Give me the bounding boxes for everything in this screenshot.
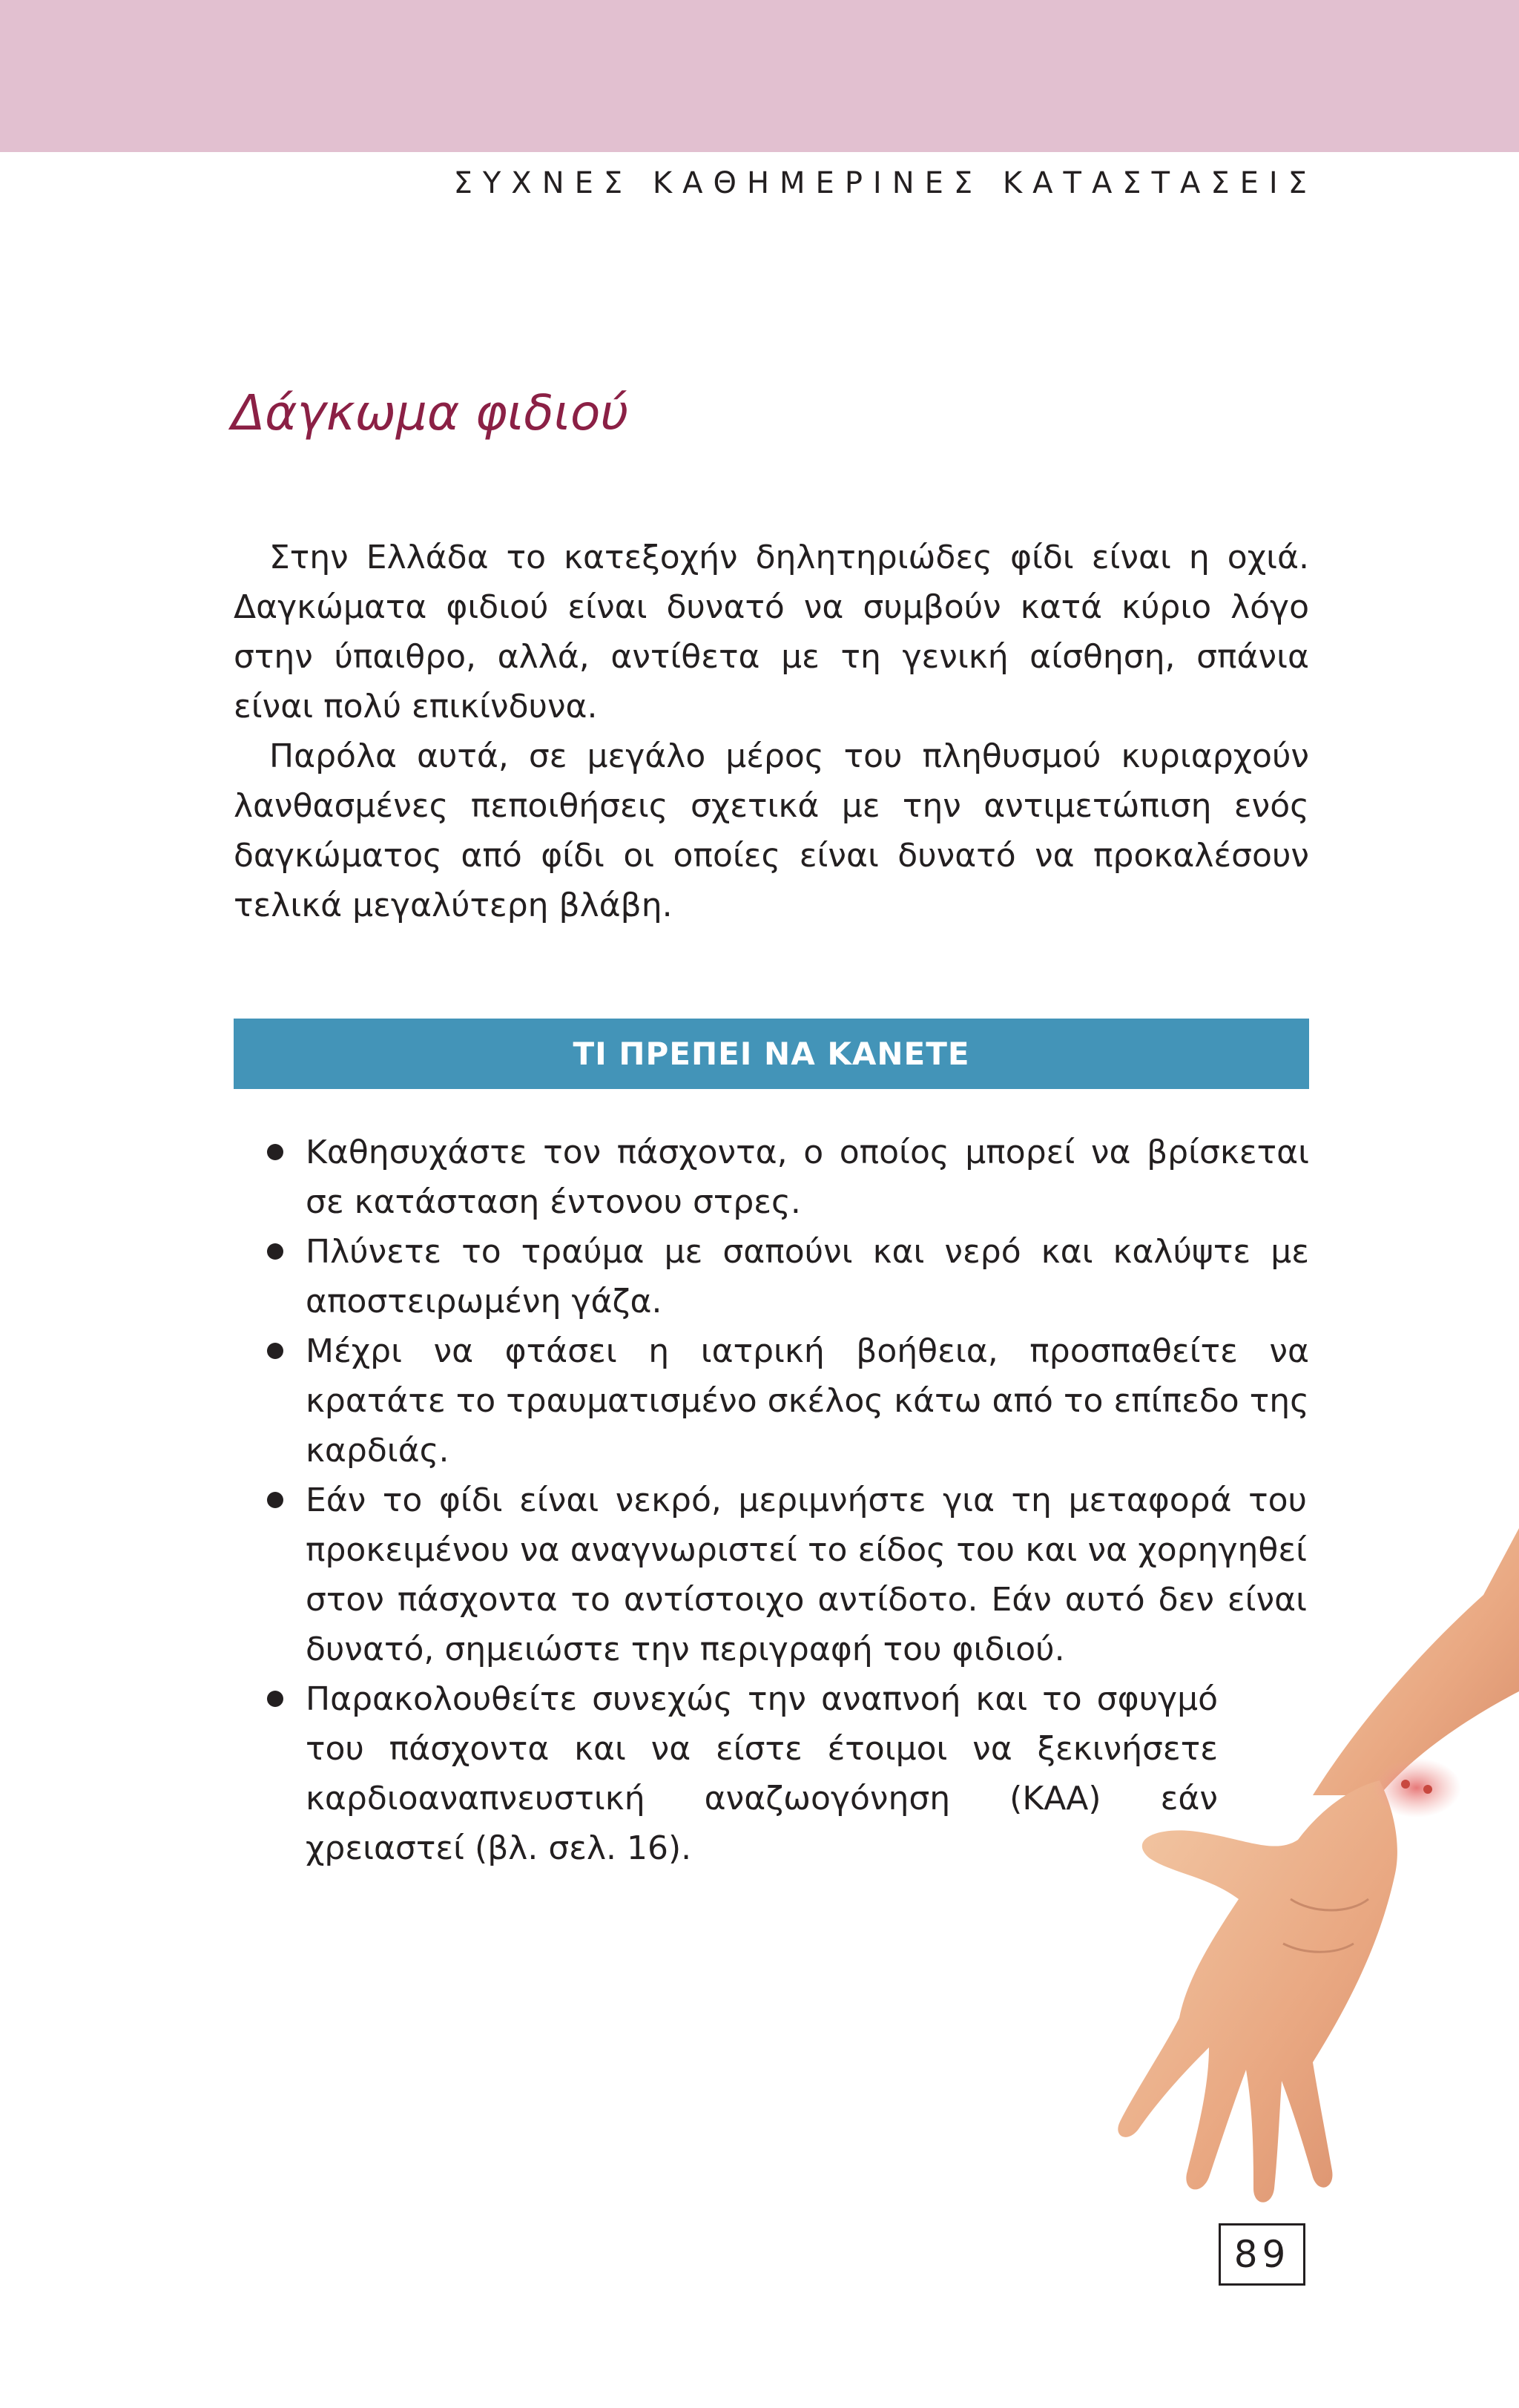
list-item bbox=[267, 1227, 1309, 1326]
list-item bbox=[267, 1128, 1309, 1227]
bullet-dot-icon bbox=[267, 1492, 283, 1508]
list-item-text: Πλύνετε το τραύμα με σαπούνι και νερό και καλύψτε με αποστειρωμένη γάζα. bbox=[306, 1233, 1309, 1320]
list-item-text: Εάν το φίδι είναι νεκρό, μεριμνήστε για τη μεταφορά του προκειμένου να αναγνωριστεί το είδος του και να χορηγηθεί στον πάσχοντα το αντίστοιχο αντίδοτο. Εάν αυτό δεν είναι δυνατό, σημειώστε την περιγραφή του φιδιού. bbox=[306, 1481, 1307, 1668]
running-head: ΣΥΧΝΕΣ ΚΑΘΗΜΕΡΙΝΕΣ ΚΑΤΑΣΤΑΣΕΙΣ bbox=[453, 166, 1317, 200]
bullet-dot-icon bbox=[267, 1144, 283, 1160]
section-heading-bar bbox=[234, 1019, 1309, 1089]
page-title: Δάγκωμα φιδιού bbox=[231, 384, 629, 441]
intro-paragraph-2: Παρόλα αυτά, σε μεγάλο μέρος του πληθυσμού κυριαρχούν λανθασμένες πεποιθήσεις σχετικά με την αντιμετώπιση ενός δαγκώματος από φίδι οι οποίες είναι δυνατό να προκαλέσουν τελικά μεγαλύτερη βλάβη. bbox=[234, 737, 1309, 924]
hand-wrist-bite-illustration bbox=[964, 1528, 1519, 2226]
bullet-dot-icon bbox=[267, 1691, 283, 1707]
bullet-dot-icon bbox=[267, 1243, 283, 1260]
bullet-dot-icon bbox=[267, 1343, 283, 1359]
section-heading: ΤΙ ΠΡΕΠΕΙ ΝΑ ΚΑΝΕΤΕ bbox=[573, 1036, 970, 1072]
list-item-text: Παρακολουθείτε συνεχώς την αναπνοή και το σφυγμό του πάσχοντα και να είστε έτοιμοι να ξεκινήσετε καρδιοαναπνευστική αναζωογόνηση (ΚΑΑ) εάν χρειαστεί (βλ. σελ. 16). bbox=[306, 1680, 1218, 1867]
page-number: 89 bbox=[1219, 2223, 1305, 2286]
intro-paragraph-1: Στην Ελλάδα το κατεξοχήν δηλητηριώδες φίδι είναι η οχιά. Δαγκώματα φιδιού είναι δυνατό να συμβούν κατά κύριο λόγο στην ύπαιθρο, αλλά, αντίθετα με τη γενική αίσθηση, σπάνια είναι πολύ επικίνδυνα. bbox=[234, 539, 1309, 726]
intro-text bbox=[234, 533, 1309, 930]
list-item bbox=[267, 1326, 1309, 1476]
header-color-band bbox=[0, 0, 1519, 152]
list-item-text: Καθησυχάστε τον πάσχοντα, ο οποίος μπορεί να βρίσκεται σε κατάσταση έντονου στρες. bbox=[306, 1134, 1309, 1221]
list-item-text: Μέχρι να φτάσει η ιατρική βοήθεια, προσπαθείτε να κρατάτε το τραυματισμένο σκέλος κάτω από το επίπεδο της καρδιάς. bbox=[306, 1332, 1309, 1470]
